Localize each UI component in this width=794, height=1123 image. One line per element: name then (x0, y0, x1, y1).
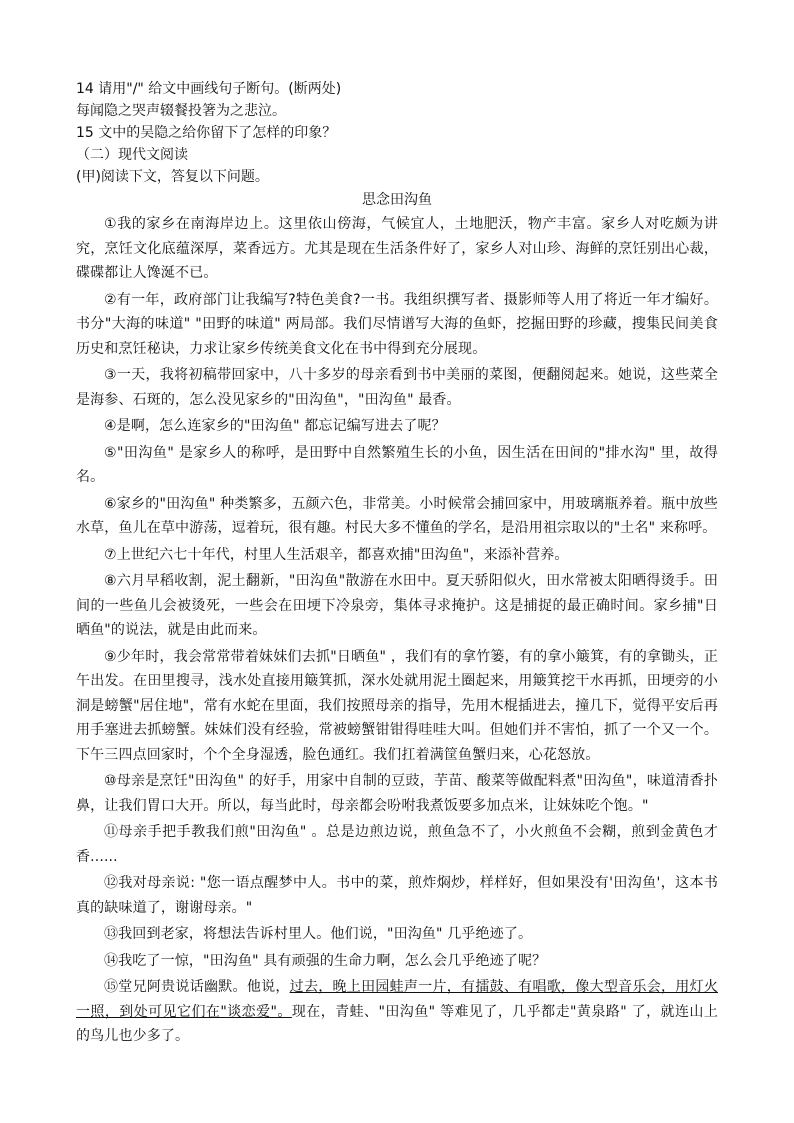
article-title: 思念田沟鱼 (362, 192, 432, 208)
paragraph-13: ⑬我回到老家，将想法告诉村里人。他们说，"田沟鱼" 几乎绝迹了。 (104, 926, 533, 942)
paragraph-10: ⑩母亲是烹饪"田沟鱼" 的好手，用家中自制的豆豉，芋苗、酸菜等做配料煮"田沟鱼"，味道清香扑鼻，让我们胃口大开。所以，每当此时，母亲都会吩咐我煮饭要多加点米，让妹妹吃个饱。" (76, 773, 718, 814)
instruction-line: (甲)阅读下文，答复以下问题。 (76, 169, 269, 185)
question-14-sentence: 每闻隐之哭声辍餐投箸为之悲泣。 (76, 103, 286, 119)
paragraph-15-end: 现在，青蛙、"田沟鱼" 等难见了，几乎都走"黄泉路" 了，就连山上的鸟儿也少多了。 (76, 1003, 718, 1044)
paragraph-7: ⑦上世纪六七十年代，村里人生活艰辛，都喜欢捕"田沟鱼"，来添补营养。 (104, 546, 569, 563)
paragraph-5: ⑤"田沟鱼" 是家乡人的称呼，是田野中自然繁殖生长的小鱼，因生活在田间的"排水沟" 里，故得名。 (76, 444, 718, 485)
document-page (76, 78, 718, 1051)
paragraph-15 (76, 975, 718, 1049)
section-heading: （二）现代文阅读 (76, 147, 188, 163)
question-14: 14 请用"/" 给文中画线句子断句。(断两处) (76, 81, 342, 97)
paragraph-15-start: ⑮堂兄阿贵说话幽默。他说， (104, 979, 290, 995)
underlined-sentence: 过去，晚上田园蛙声一片，有擂鼓、有唱歌，像大型音乐会，用灯火一照，到处可见它们在"谈恋爱"。 (76, 979, 718, 1020)
paragraph-14: ⑭我吃了一惊，"田沟鱼" 具有顽强的生命力啊，怎么会几乎绝迹了呢？ (104, 952, 547, 969)
paragraph-2: ②有一年，政府部门让我编写?特色美食?一书。我组织撰写者、摄影师等人用了将近一年才编好。书分"大海的味道" "田野的味道" 两局部。我们尽情谱写大海的鱼虾，挖掘田野的珍藏，搜集民间美食历史和烹饪秘诀，力求让家乡传统美食文化在书中得到充分展现。 (76, 291, 718, 357)
paragraph-4: ④是啊，怎么连家乡的"田沟鱼" 都忘记编写进去了呢？ (104, 418, 446, 434)
question-15: 15 文中的吴隐之给你留下了怎样的印象？ (76, 125, 337, 141)
paragraph-8: ⑧六月早稻收割，泥土翻新，"田沟鱼"散游在水田中。夏天骄阳似火，田水常被太阳晒得烫手。田间的一些鱼儿会被烫死，一些会在田埂下冷泉旁，集体寻求掩护。这是捕捉的最正确时间。家乡捕"日晒鱼"的说法，就是由此而来。 (76, 573, 718, 638)
paragraph-12: ⑫我对母亲说: "您一语点醒梦中人。书中的菜，煎炸焖炒，样样好，但如果没有'田沟鱼'，这本书真的缺味道了，谢谢母亲。" (76, 875, 718, 916)
paragraph-11: ⑪母亲手把手教我们煎"田沟鱼" 。总是边煎边说，煎鱼急不了，小火煎鱼不会糊，煎到金黄色才香...... (76, 824, 718, 865)
paragraph-1: ①我的家乡在南海岸边上。这里依山傍海，气候宜人，土地肥沃，物产丰富。家乡人对吃颇为讲究，烹饪文化底蕴深厚，菜香远方。尤其是现在生活条件好了，家乡人对山珍、海鲜的烹饪别出心裁，碟碟都让人馋涎不已。 (76, 216, 718, 281)
paragraph-6: ⑥家乡的"田沟鱼" 种类繁多，五颜六色，非常美。小时候常会捕回家中，用玻璃瓶养着。瓶中放些水草，鱼儿在草中游荡，逗着玩，很有趣。村民大多不懂鱼的学名，是沿用祖宗取以的"土名" 来称呼。 (76, 495, 718, 536)
paragraph-9: ⑨少年时，我会常常带着妹妹们去抓"日晒鱼" ，我们有的拿竹篓，有的拿小簸箕，有的拿锄头，正午出发。在田里搜寻，浅水处直接用簸箕抓，深水处就用泥土圈起来，用簸箕挖干水再抓，田埂旁的小洞是螃蟹"居住地"，常有水蛇在里面，我们按照母亲的指导，先用木棍插进去，撞几下，觉得平安后再用手塞进去抓螃蟹。妹妹们没有经验，常被螃蟹钳钳得哇哇大叫。但她们并不害怕，抓了一个又一个。下午三四点回家时，个个全身湿透，脸色通红。我们扛着满筐鱼蟹归来，心花怒放。 (76, 648, 718, 763)
paragraph-3: ③一天，我将初稿带回家中，八十多岁的母亲看到书中美丽的菜图，便翻阅起来。她说，这些菜全是海参、石斑的，怎么没见家乡的"田沟鱼"，"田沟鱼" 最香。 (76, 367, 718, 408)
